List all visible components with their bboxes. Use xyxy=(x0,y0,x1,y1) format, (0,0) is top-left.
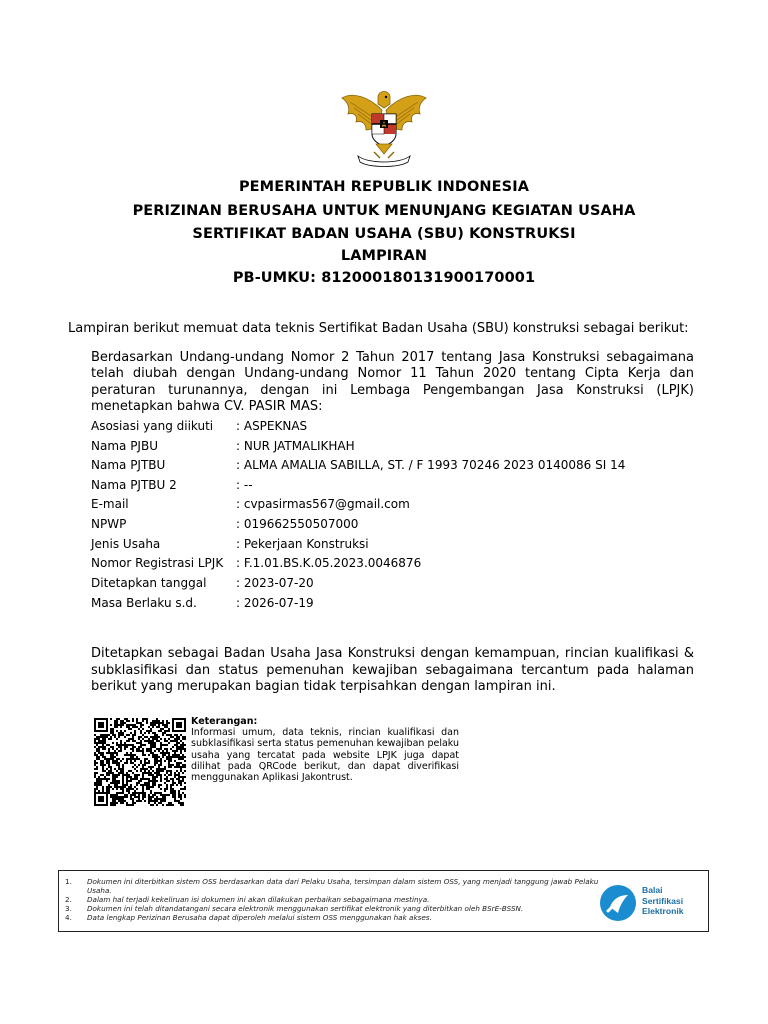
bsre-logo xyxy=(598,883,700,923)
bsre-line: Elektronik xyxy=(642,906,684,916)
field-value: : F.1.01.BS.K.05.2023.0046876 xyxy=(236,556,422,570)
field-label: Masa Berlaku s.d. xyxy=(91,596,197,610)
bsre-seal-icon xyxy=(598,883,638,923)
field-value: : -- xyxy=(236,478,253,492)
intro-text: Lampiran berikut memuat data teknis Sertifikat Badan Usaha (SBU) konstruksi sebagai berikut: xyxy=(68,321,689,336)
field-value: : 2026-07-19 xyxy=(236,596,314,610)
field-value: : cvpasirmas567@gmail.com xyxy=(236,497,410,511)
field-label: NPWP xyxy=(91,517,127,531)
footer-notes-list xyxy=(65,878,605,923)
field-value: : NUR JATMALIKHAH xyxy=(236,439,355,453)
field-label: E-mail xyxy=(91,497,129,511)
qr-code-icon[interactable] xyxy=(94,718,186,806)
field-value: : ASPEKNAS xyxy=(236,419,308,433)
legal-basis-text: Berdasarkan Undang-undang Nomor 2 Tahun 2017 tentang Jasa Konstruksi sebagaimana telah diubah dengan Undang-undang Nomor 11 Tahun 2020 tentang Cipta Kerja dan peraturan turunannya, dengan ini Lembaga Pengembangan Jasa Konstruksi (LPJK) menetapkan bahwa CV. PASIR MAS: xyxy=(91,350,694,414)
note-text: Dalam hal terjadi kekeliruan isi dokumen ini akan dilakukan perbaikan sebagaimana mestinya. xyxy=(87,894,430,904)
note-number: 4. xyxy=(65,912,72,922)
keterangan-box xyxy=(191,716,459,783)
header-line-licensing: PERIZINAN BERUSAHA UNTUK MENUNJANG KEGIATAN USAHA xyxy=(132,203,636,219)
header-line-pb-umku: PB-UMKU: 812000180131900170001 xyxy=(232,270,536,286)
field-label: Nomor Registrasi LPJK xyxy=(91,556,224,570)
note-number: 3. xyxy=(65,903,72,913)
footer-note xyxy=(65,914,605,923)
note-text: Data lengkap Perizinan Berusaha dapat diperoleh melalui sistem OSS menggunakan hak akses. xyxy=(87,912,432,922)
determination-paragraph: Ditetapkan sebagai Badan Usaha Jasa Konstruksi dengan kemampuan, rincian kualifikasi & subklasifikasi dan status pemenuhan kewajiban sebagaimana tercantum pada halaman berikut yang merupakan bagian tidak terpisahkan dengan lampiran ini. xyxy=(91,646,694,694)
note-number: 2. xyxy=(65,894,72,904)
bsre-line: Sertifikasi xyxy=(642,895,684,906)
keterangan-text: Informasi umum, data teknis, rincian kualifikasi dan subklasifikasi serta status pemenuhan kewajiban pelaku usaha yang tercatat pada website LPJK juga dapat dilihat pada QRCode berikut, dan dapat diverifikasi menggunakan Aplikasi Jakontrust. xyxy=(191,727,460,784)
header-line-government: PEMERINTAH REPUBLIK INDONESIA xyxy=(238,179,530,195)
bsre-line: Balai xyxy=(642,885,663,895)
note-number: 1. xyxy=(65,877,72,886)
field-value: : ALMA AMALIA SABILLA, ST. / F 1993 70246 2023 0140086 SI 14 xyxy=(236,458,626,472)
footer-note xyxy=(65,878,605,896)
keterangan-title: Keterangan: xyxy=(191,716,258,727)
legal-basis-paragraph xyxy=(91,350,694,415)
field-value: : 019662550507000 xyxy=(236,517,359,531)
field-label: Jenis Usaha xyxy=(91,537,161,551)
header-line-certificate: SERTIFIKAT BADAN USAHA (SBU) KONSTRUKSI xyxy=(192,226,576,242)
header-line-attachment: LAMPIRAN xyxy=(340,248,428,264)
bsre-logo-text xyxy=(642,885,684,917)
field-label: Nama PJTBU xyxy=(91,458,166,472)
footer-notes-box xyxy=(58,870,709,932)
note-text: Dokumen ini telah ditandatangani secara elektronik menggunakan sertifikat elektronik yang diterbitkan oleh BSrE-BSSN. xyxy=(87,903,524,913)
field-value: : 2023-07-20 xyxy=(236,576,314,590)
note-text: Dokumen ini diterbitkan sistem OSS berdasarkan data dari Pelaku Usaha, tersimpan dalam sistem OSS, yang menjadi tanggung jawab Pelaku Usaha. xyxy=(87,877,599,895)
field-label: Nama PJTBU 2 xyxy=(91,478,177,492)
field-label: Asosiasi yang diikuti xyxy=(91,419,214,433)
field-label: Nama PJBU xyxy=(91,439,158,453)
field-value: : Pekerjaan Konstruksi xyxy=(236,537,369,551)
garuda-emblem-icon xyxy=(338,88,430,172)
field-label: Ditetapkan tanggal xyxy=(91,576,207,590)
